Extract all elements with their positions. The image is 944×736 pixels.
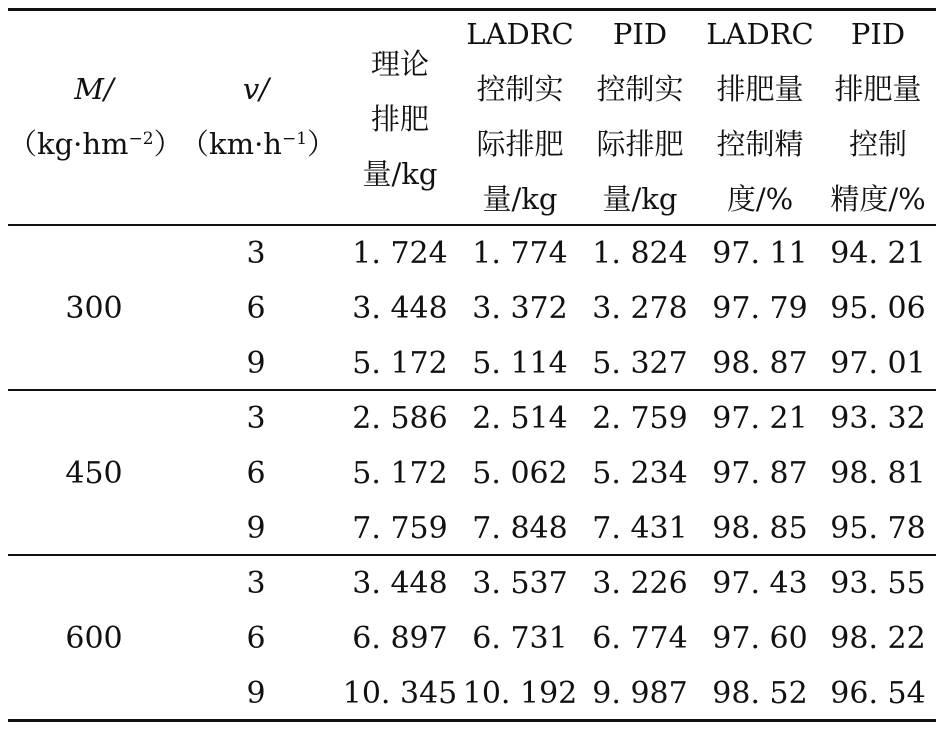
pid-precision-cell: 98. 81 xyxy=(830,456,926,491)
theory-cell: 3. 448 xyxy=(352,291,448,326)
header-mass-unit: $(kg\cdot hm^{-2})$ xyxy=(8,127,183,161)
ladrc-precision-cell: 98. 87 xyxy=(712,346,808,381)
ladrc-actual-cell: 5. 114 xyxy=(472,346,568,381)
pid-actual-cell: 5. 234 xyxy=(592,456,688,491)
speed-cell: 6 xyxy=(246,621,266,656)
pid-precision-cell: 94. 21 xyxy=(830,236,926,271)
pid-precision-cell: 98. 22 xyxy=(830,621,926,656)
pid-actual-cell: 6. 774 xyxy=(592,621,688,656)
ladrc-actual-cell: 10. 192 xyxy=(462,676,578,711)
pid-actual-cell: 2. 759 xyxy=(592,401,688,436)
pid-precision-cell: 97. 01 xyxy=(830,346,926,381)
ladrc-precision-cell: 97. 60 xyxy=(712,621,808,656)
header-mass xyxy=(8,62,183,172)
group-mass-label: 600 xyxy=(65,621,123,656)
pid-precision-cell: 93. 32 xyxy=(830,401,926,436)
pid-actual-cell: 1. 824 xyxy=(592,236,688,271)
theory-cell: 2. 586 xyxy=(352,401,448,436)
ladrc-actual-cell: 5. 062 xyxy=(472,456,568,491)
ladrc-precision-cell: 97. 21 xyxy=(712,401,808,436)
speed-cell: 9 xyxy=(246,346,266,381)
pid-precision-cell: 96. 54 xyxy=(830,676,926,711)
ladrc-precision-cell: 98. 85 xyxy=(712,511,808,546)
pid-actual-cell: 3. 278 xyxy=(592,291,688,326)
header-speed xyxy=(180,62,337,172)
ladrc-actual-cell: 3. 372 xyxy=(472,291,568,326)
header-ladrc-actual: LADRC 控制实 际排肥 量/kg xyxy=(466,17,574,216)
theory-cell: 5. 172 xyxy=(352,346,448,381)
theory-cell: 1. 724 xyxy=(352,236,448,271)
pid-precision-cell: 95. 06 xyxy=(830,291,926,326)
ladrc-precision-cell: 97. 43 xyxy=(712,566,808,601)
header-theory: 理论 排肥 量/kg xyxy=(362,47,438,191)
pid-actual-cell: 7. 431 xyxy=(592,511,688,546)
ladrc-precision-cell: 97. 87 xyxy=(712,456,808,491)
speed-cell: 3 xyxy=(246,236,266,271)
speed-cell: 9 xyxy=(246,676,266,711)
speed-cell: 9 xyxy=(246,511,266,546)
ladrc-precision-cell: 97. 79 xyxy=(712,291,808,326)
pid-actual-cell: 5. 327 xyxy=(592,346,688,381)
ladrc-actual-cell: 7. 848 xyxy=(472,511,568,546)
theory-cell: 5. 172 xyxy=(352,456,448,491)
ladrc-precision-cell: 97. 11 xyxy=(712,236,808,271)
pid-actual-cell: 9. 987 xyxy=(592,676,688,711)
header-pid-actual: PID 控制实 际排肥 量/kg xyxy=(596,17,684,216)
header-speed-var: v/ xyxy=(242,72,270,106)
theory-cell: 10. 345 xyxy=(342,676,458,711)
group-mass-label: 300 xyxy=(65,291,123,326)
pid-actual-cell: 3. 226 xyxy=(592,566,688,601)
group-mass-label: 450 xyxy=(65,456,123,491)
ladrc-actual-cell: 1. 774 xyxy=(472,236,568,271)
pid-precision-cell: 93. 55 xyxy=(830,566,926,601)
speed-cell: 6 xyxy=(246,291,266,326)
header-speed-unit: $(km\cdot h^{-1})$ xyxy=(180,127,337,161)
ladrc-actual-cell: 6. 731 xyxy=(472,621,568,656)
theory-cell: 7. 759 xyxy=(352,511,448,546)
theory-cell: 6. 897 xyxy=(352,621,448,656)
theory-cell: 3. 448 xyxy=(352,566,448,601)
pid-precision-cell: 95. 78 xyxy=(830,511,926,546)
ladrc-precision-cell: 98. 52 xyxy=(712,676,808,711)
header-pid-precision: PID 排肥量 控制 精度/% xyxy=(830,17,926,216)
header-mass-var: M/ xyxy=(74,72,114,106)
ladrc-actual-cell: 2. 514 xyxy=(472,401,568,436)
speed-cell: 3 xyxy=(246,566,266,601)
header-ladrc-precision: LADRC 排肥量 控制精 度/% xyxy=(706,17,814,216)
ladrc-actual-cell: 3. 537 xyxy=(472,566,568,601)
speed-cell: 3 xyxy=(246,401,266,436)
speed-cell: 6 xyxy=(246,456,266,491)
